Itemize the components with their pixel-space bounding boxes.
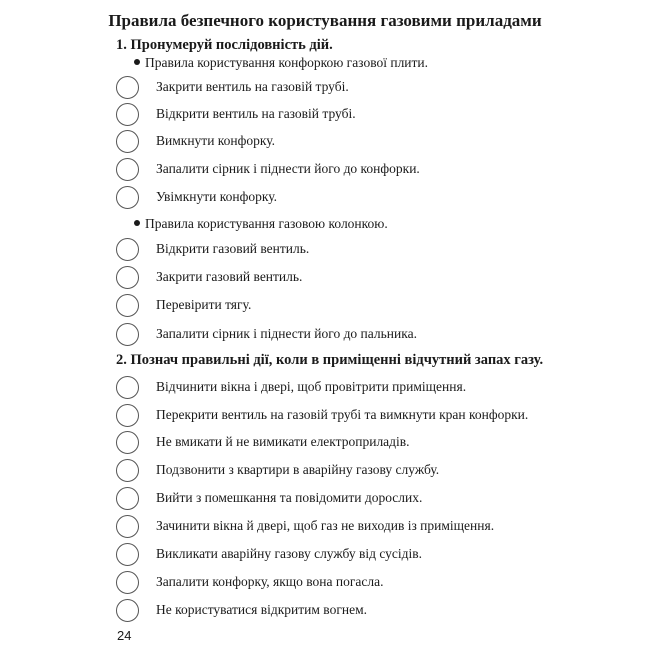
- answer-circle[interactable]: [116, 266, 139, 289]
- answer-circle[interactable]: [116, 130, 139, 153]
- answer-checkbox[interactable]: [116, 376, 139, 399]
- list-item: Зачинити вікна й двері, щоб газ не виходив із приміщення.: [116, 513, 494, 539]
- answer-checkbox[interactable]: [116, 431, 139, 454]
- list-item: Вимкнути конфорку.: [116, 128, 275, 154]
- list-item: Запалити сірник і піднести його до пальника.: [116, 321, 417, 347]
- answer-circle[interactable]: [116, 186, 139, 209]
- section-2-title: 2. Познач правильні дії, коли в приміщенні відчутний запах газу.: [116, 352, 544, 368]
- page-number: 24: [117, 628, 132, 643]
- list-item: Відчинити вікна і двері, щоб провітрити приміщення.: [116, 374, 466, 400]
- list-item: Не користуватися відкритим вогнем.: [116, 597, 367, 623]
- list-item: Відкрити газовий вентиль.: [116, 236, 309, 262]
- list-item: Викликати аварійну газову службу від сусідів.: [116, 541, 422, 567]
- answer-circle[interactable]: [116, 103, 139, 126]
- answer-checkbox[interactable]: [116, 459, 139, 482]
- answer-checkbox[interactable]: [116, 571, 139, 594]
- page-title: Правила безпечного користування газовими приладами: [108, 11, 542, 30]
- answer-checkbox[interactable]: [116, 515, 139, 538]
- bullet-icon: [134, 220, 140, 226]
- list-item: Запалити конфорку, якщо вона погасла.: [116, 569, 384, 595]
- answer-checkbox[interactable]: [116, 404, 139, 427]
- list-item: Відкрити вентиль на газовій трубі.: [116, 101, 356, 127]
- list-item: Перекрити вентиль на газовій трубі та вимкнути кран конфорки.: [116, 402, 528, 428]
- section-1-title: 1. Пронумеруй послідовність дій.: [116, 37, 333, 53]
- group-1-subtitle: Правила користування конфоркою газової плити.: [134, 55, 428, 71]
- answer-checkbox[interactable]: [116, 599, 139, 622]
- list-item: Запалити сірник і піднести його до конфорки.: [116, 156, 420, 182]
- answer-circle[interactable]: [116, 238, 139, 261]
- answer-circle[interactable]: [116, 76, 139, 99]
- list-item: Не вмикати й не вимикати електроприладів.: [116, 429, 410, 455]
- answer-circle[interactable]: [116, 294, 139, 317]
- answer-circle[interactable]: [116, 158, 139, 181]
- answer-checkbox[interactable]: [116, 487, 139, 510]
- list-item: Закрити газовий вентиль.: [116, 264, 302, 290]
- list-item: Перевірити тягу.: [116, 292, 251, 318]
- list-item: Увімкнути конфорку.: [116, 184, 277, 210]
- list-item: Закрити вентиль на газовій трубі.: [116, 74, 349, 100]
- answer-checkbox[interactable]: [116, 543, 139, 566]
- bullet-icon: [134, 59, 140, 65]
- group-2-subtitle: Правила користування газовою колонкою.: [134, 216, 388, 232]
- answer-circle[interactable]: [116, 323, 139, 346]
- list-item: Подзвонити з квартири в аварійну газову службу.: [116, 457, 439, 483]
- list-item: Вийти з помешкання та повідомити дорослих.: [116, 485, 422, 511]
